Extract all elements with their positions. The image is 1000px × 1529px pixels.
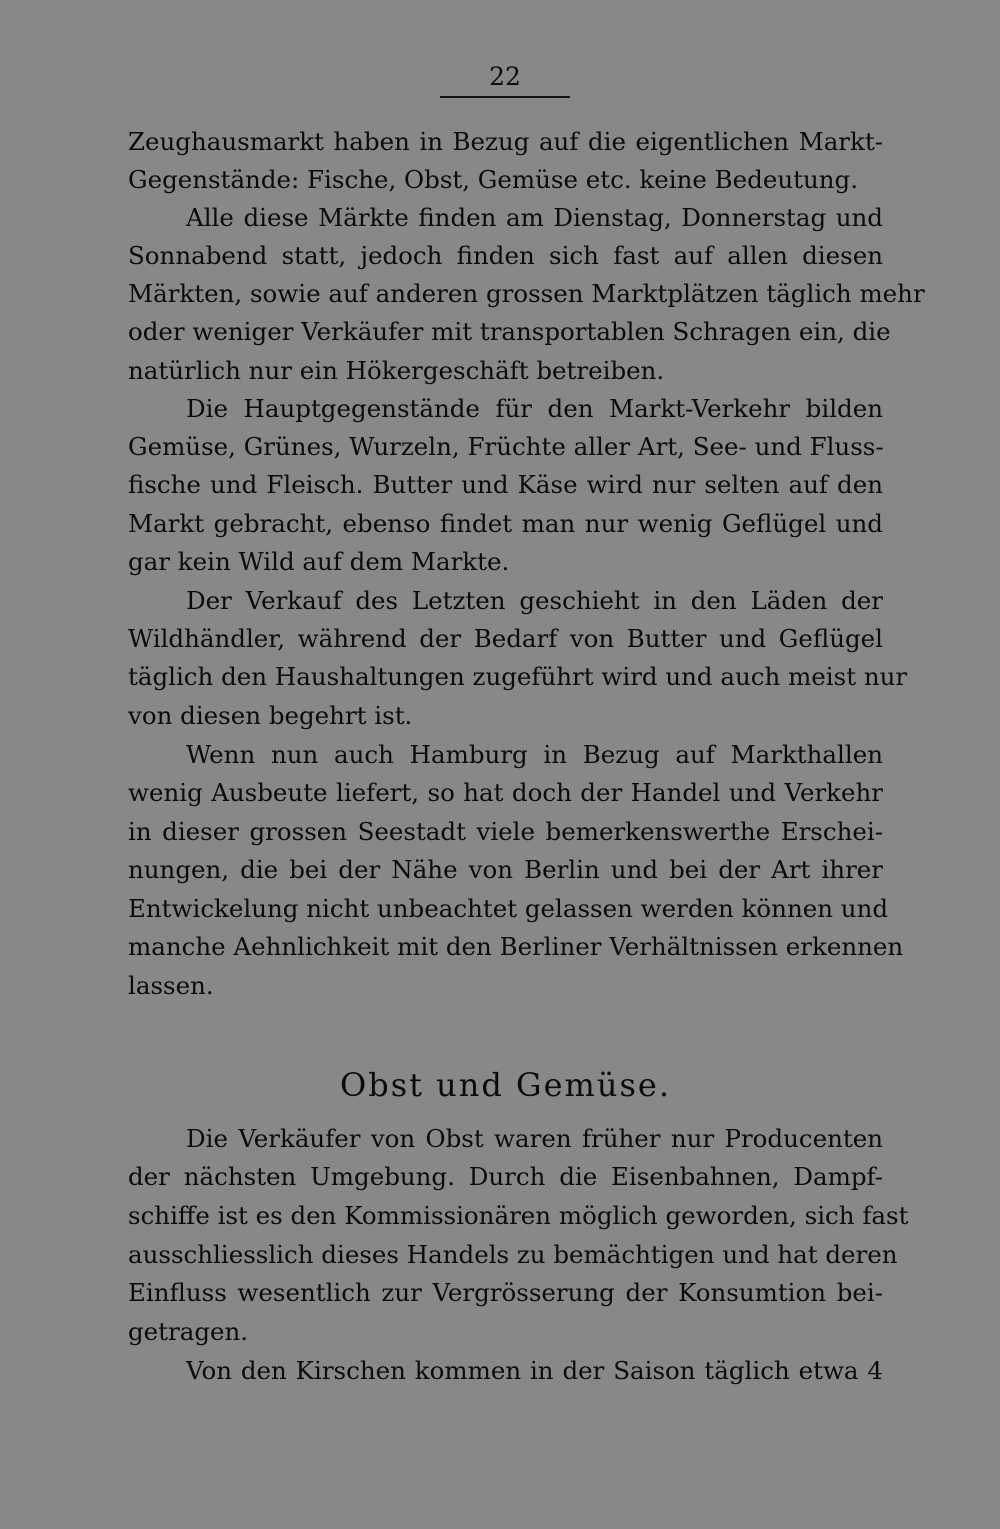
paragraph-line: Von den Kirschen kommen in der Saison täglich etwa 4 [186,1356,883,1385]
page-number-rule [440,96,570,98]
paragraph-line: von diesen begehrt ist. [128,701,413,730]
paragraph-line: Märkten, sowie auf anderen grossen Marktplätzen täglich mehr [128,279,925,308]
paragraph-line: Wildhändler, während der Bedarf von Butter und Geflügel [128,624,883,653]
section-heading: Obst und Gemüse. [339,1066,672,1104]
paragraph-line: Markt gebracht, ebenso findet man nur wenig Geflügel und [128,509,883,538]
paragraph-line: Gemüse, Grünes, Wurzeln, Früchte aller Art, See- und Fluss- [128,432,884,461]
paragraph-line: manche Aehnlichkeit mit den Berliner Verhältnissen erkennen [128,932,904,961]
paragraph-line: fische und Fleisch. Butter und Käse wird nur selten auf den [128,470,883,499]
paragraph-line: Zeughausmarkt haben in Bezug auf die eigentlichen Markt- [128,127,883,156]
paragraph-line: Alle diese Märkte finden am Dienstag, Donnerstag und [186,203,883,232]
paragraph-line: Gegenstände: Fische, Obst, Gemüse etc. keine Bedeutung. [128,165,858,194]
paragraph-line: gar kein Wild auf dem Markte. [128,547,510,576]
paragraph-line: wenig Ausbeute liefert, so hat doch der Handel und Verkehr [128,778,883,807]
paragraph-line: Die Verkäufer von Obst waren früher nur Producenten [186,1124,883,1153]
page-number: 22 [489,62,521,91]
paragraph-line: ausschliesslich dieses Handels zu bemächtigen und hat deren [128,1240,898,1269]
paragraph-line: oder weniger Verkäufer mit transportablen Schragen ein, die [128,317,891,346]
paragraph-line: Sonnabend statt, jedoch finden sich fast auf allen diesen [128,241,883,270]
paragraph-line: nungen, die bei der Nähe von Berlin und bei der Art ihrer [128,855,883,884]
paragraph-line: der nächsten Umgebung. Durch die Eisenbahnen, Dampf- [128,1162,883,1191]
paragraph-line: Wenn nun auch Hamburg in Bezug auf Markthallen [186,740,883,769]
paragraph-line: Die Hauptgegenstände für den Markt-Verkehr bilden [186,394,883,423]
paragraph-line: Entwickelung nicht unbeachtet gelassen werden können und [128,894,889,923]
paragraph-line: in dieser grossen Seestadt viele bemerkenswerthe Erschei- [128,817,883,846]
paragraph-line: Einfluss wesentlich zur Vergrösserung der Konsumtion bei- [128,1278,883,1307]
paragraph-line: täglich den Haushaltungen zugeführt wird und auch meist nur [128,662,908,691]
paragraph-line: getragen. [128,1317,249,1346]
paragraph-line: natürlich nur ein Hökergeschäft betreiben. [128,356,665,385]
paragraph-line: lassen. [128,971,214,1000]
paragraph-line: Der Verkauf des Letzten geschieht in den Läden der [186,586,883,615]
paragraph-line: schiffe ist es den Kommissionären möglich geworden, sich fast [128,1201,909,1230]
